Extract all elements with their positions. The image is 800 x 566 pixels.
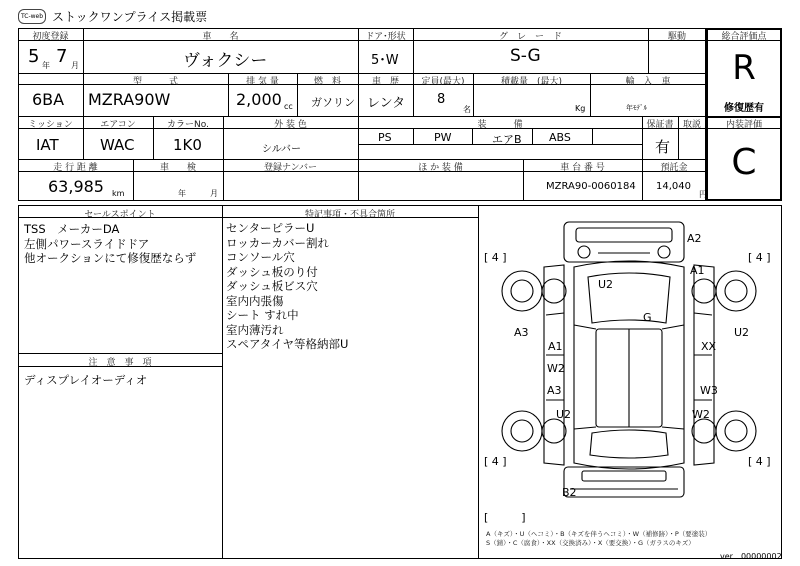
displacement: 2,000 (236, 90, 282, 109)
car-name: ヴォクシー (183, 51, 268, 71)
car-top-view (574, 261, 684, 469)
car-rear-view (564, 467, 684, 497)
label-color-no: カラーNo. (167, 120, 209, 130)
label-displacement: 排 気 量 (246, 77, 279, 87)
equipment-ps: PS (378, 131, 392, 144)
label-drive: 駆動 (667, 32, 686, 42)
tire-front-left (502, 271, 542, 311)
label-mission: ミッション (28, 120, 73, 130)
version-label: ver 00000002 (720, 552, 782, 561)
damage-mark: B2 (562, 486, 577, 499)
list-item: TSS メーカーDA (24, 222, 120, 236)
exterior-color: シルバー (262, 144, 302, 155)
list-item: シート すれ中 (226, 308, 299, 322)
car-front-view (564, 222, 684, 262)
grade: S-G (510, 46, 541, 66)
damage-mark: W2 (692, 408, 710, 421)
damage-mark: U2 (556, 408, 572, 421)
tire-front-right (716, 271, 756, 311)
label-door-type: ドア･形状 (365, 32, 406, 42)
remarks-list (226, 221, 348, 352)
label-plate: 登録ナンバー (264, 163, 317, 173)
tire-tag-rear-left: [ 4 ] (484, 455, 507, 468)
damage-mark: XX (701, 340, 717, 353)
tire-tag-rear-right: [ 4 ] (748, 455, 771, 468)
equipment-airbag: エアB (492, 133, 522, 146)
yen-unit: 円 (699, 190, 707, 199)
legend-line-1: A（キズ）・U（ヘコミ）・B（キズを伴うヘコミ）・W（補修跡）・P（要塗装） (486, 530, 712, 538)
car-history: レンタ (367, 96, 406, 111)
label-interior-eval: 内装評価 (725, 120, 762, 130)
damage-mark: A3 (514, 326, 529, 339)
car-side-right (692, 265, 716, 465)
legend-line-2: S（錆）・C（腐食）・XX（交換済み）・X（要交換）・G（ガラスのキズ） (486, 539, 695, 547)
fuel: ガソリン (311, 96, 355, 109)
list-item: センターピラーU (226, 221, 315, 235)
damage-mark: U2 (734, 326, 750, 339)
capacity-unit: 名 (463, 105, 471, 114)
cc-unit: cc (284, 102, 293, 111)
list-item: スペアタイヤ等格納部U (226, 337, 349, 351)
label-car-name: 車 名 (202, 32, 239, 42)
label-overall: 総合評価点 (721, 32, 767, 42)
import-model-year: 年ﾓﾃﾞﾙ (626, 104, 647, 112)
label-load: 積載量 (最大) (500, 77, 563, 87)
damage-mark: A3 (547, 384, 562, 397)
color-no: 1K0 (173, 136, 202, 154)
logo: TC-web (18, 9, 46, 24)
label-inspection: 車 検 (159, 163, 196, 173)
tire-rear-left (502, 411, 542, 451)
list-item: ダッシュ板ビス穴 (226, 279, 318, 293)
list-item: ディスプレイオーディオ (24, 373, 148, 387)
list-item: 他オークションにて修復歴ならず (24, 251, 197, 265)
tire-tag-front-left: [ 4 ] (484, 251, 507, 264)
insp-month-unit: 月 (210, 189, 218, 198)
door-type: 5･W (371, 53, 399, 68)
label-warranty: 保証書 (646, 120, 674, 130)
recycle-fee: 14,040 (656, 181, 691, 192)
interior-score: C (731, 142, 757, 183)
label-mileage: 走 行 距 離 (53, 163, 98, 173)
bracket-mark: [ ] (484, 511, 526, 524)
car-damage-diagram (478, 205, 782, 530)
sales-points-list (24, 222, 196, 266)
reg-year: 5 (28, 46, 40, 67)
label-recycle: 預託金 (660, 163, 688, 173)
model-prefix: 6BA (32, 90, 65, 109)
page-title: ストックワンプライス掲載票 (52, 10, 208, 24)
damage-mark: U2 (598, 278, 614, 291)
damage-mark: A2 (687, 232, 702, 245)
label-vin: 車 台 番 号 (560, 163, 605, 173)
list-item: 室内内張傷 (226, 293, 284, 308)
warranty: 有 (655, 138, 671, 156)
insp-year-unit: 年 (178, 189, 186, 198)
list-item: ダッシュ板のり付 (226, 264, 318, 279)
damage-mark: G (643, 311, 652, 324)
label-history: 車 歴 (371, 77, 399, 87)
reg-month: 7 (56, 46, 68, 67)
damage-legend (486, 530, 711, 548)
spec-table (18, 28, 706, 201)
load-unit: Kg (575, 104, 586, 113)
label-import: 輸 入 車 (625, 77, 671, 87)
list-item: コンソール穴 (226, 250, 295, 264)
notes-list (24, 373, 147, 388)
repair-history: 修復歴有 (724, 103, 764, 114)
equipment-abs: ABS (549, 131, 571, 144)
list-item: 左側パワースライドドア (24, 236, 150, 251)
equipment-pw: PW (434, 131, 452, 144)
list-item: ロッカーカバー割れ (226, 235, 330, 250)
overall-score: R (732, 48, 756, 88)
reg-month-unit: 月 (71, 61, 79, 70)
damage-mark: W3 (700, 384, 718, 397)
capacity: 8 (437, 92, 446, 107)
label-grade: グ レ ー ド (498, 32, 562, 42)
label-equipment: 装 備 (477, 120, 523, 130)
damage-mark: A1 (690, 264, 705, 277)
label-other-equipment: ほ か 装 備 (418, 163, 463, 173)
label-model: 型 式 (132, 77, 178, 87)
sales-points-title: セールスポイント (84, 210, 156, 220)
label-first-reg: 初度登録 (32, 32, 69, 42)
damage-mark: W2 (547, 362, 565, 375)
mileage: 63,985 (48, 177, 104, 196)
remarks-title: 特記事項・不具合箇所 (304, 210, 395, 220)
label-capacity: 定員(最大) (421, 77, 465, 87)
model-code: MZRA90W (88, 90, 171, 109)
label-exterior: 外 装 色 (274, 120, 307, 130)
label-fuel: 燃 料 (313, 77, 341, 87)
km-unit: km (112, 189, 125, 198)
aircon: WAC (100, 136, 135, 154)
damage-mark: A1 (548, 340, 563, 353)
tire-rear-right (716, 411, 756, 451)
list-item: 室内薄汚れ (226, 322, 284, 337)
label-aircon: エアコン (100, 120, 136, 130)
mission: IAT (36, 136, 59, 154)
reg-year-unit: 年 (42, 61, 50, 70)
notes-title: 注 意 事 項 (88, 358, 152, 368)
label-manual: 取説 (682, 120, 701, 130)
vin: MZRA90-0060184 (546, 181, 636, 192)
tire-tag-front-right: [ 4 ] (748, 251, 771, 264)
